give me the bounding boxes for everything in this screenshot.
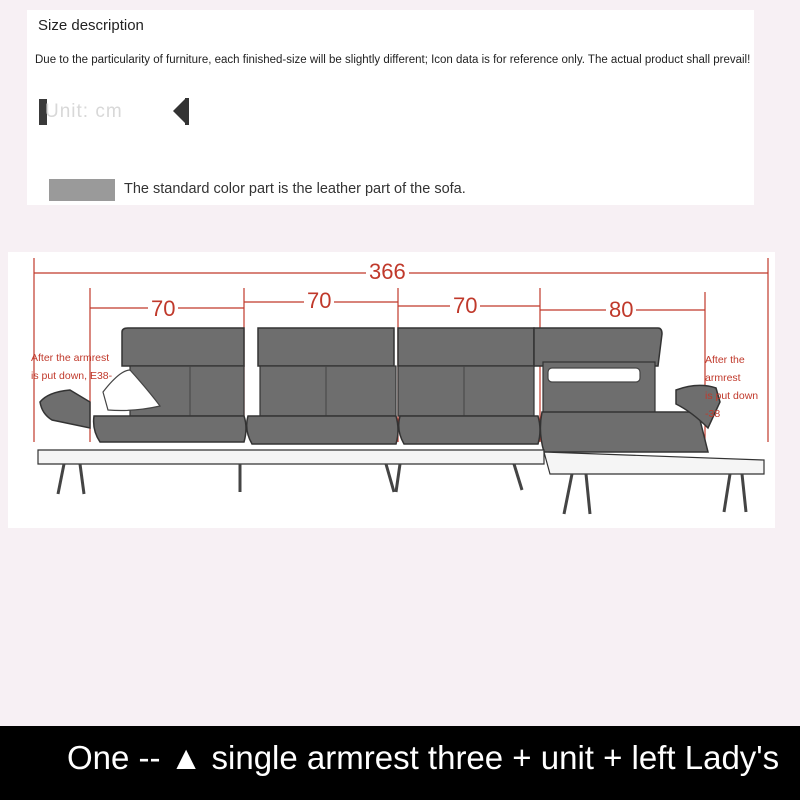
footer-banner [0, 726, 800, 800]
leather-color-swatch [49, 179, 115, 201]
section-title: Size description [38, 17, 144, 34]
size-description-card [27, 10, 754, 205]
right-armrest-note-line-2: is put down -38 [705, 390, 759, 420]
footer-caption: One -- ▲ single armrest three + unit + left Lady's [67, 739, 780, 776]
sofa-dimension-diagram [8, 252, 775, 528]
dimension-seat-2: 70 [304, 288, 334, 314]
unit-label: Unit: cm [45, 101, 123, 122]
dimension-chaise: 80 [606, 297, 636, 323]
left-armrest-note-line-2: is put down, E38- [31, 370, 113, 382]
back-cushions [122, 328, 662, 366]
legend-text: The standard color part is the leather part of the sofa. [124, 181, 466, 197]
dimension-seat-3: 70 [450, 293, 480, 319]
left-armrest-note [31, 349, 112, 385]
unit-badge [39, 99, 145, 125]
right-armrest-note-line-1: After the armrest [705, 354, 745, 384]
disclaimer-note: Due to the particularity of furniture, each finished-size will be slightly different; Icon data is for reference only. The actual product shall prevail! [35, 54, 751, 66]
seat-cushions [94, 412, 708, 452]
sofa-base [38, 450, 764, 474]
left-armrest-note-line-1: After the armrest [31, 352, 110, 364]
dimension-total: 366 [366, 259, 409, 285]
sofa-drawing [8, 252, 775, 528]
arrow-bar-icon [185, 98, 189, 125]
right-armrest-note [705, 351, 775, 423]
dimension-seat-1: 70 [148, 296, 178, 322]
